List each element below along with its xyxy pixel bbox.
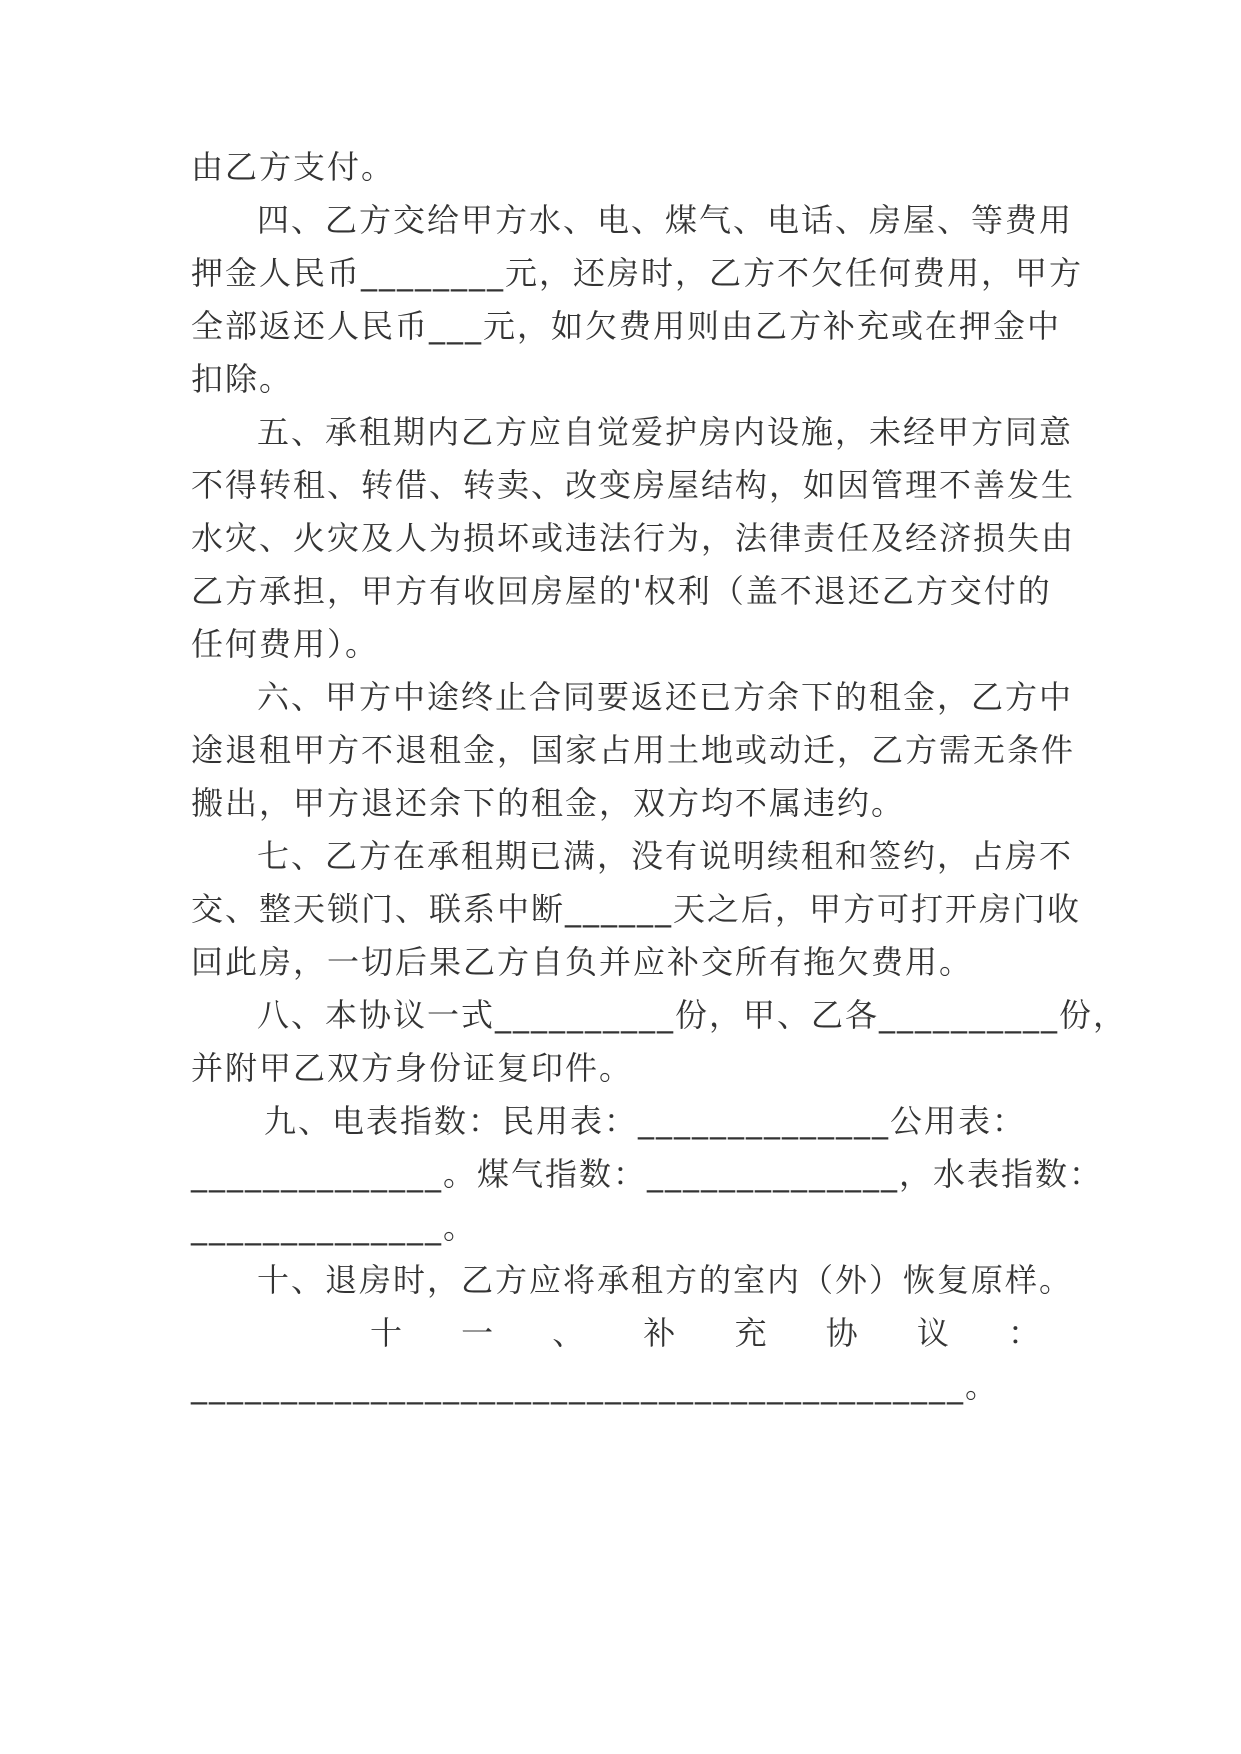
clause-11-char: 一 bbox=[461, 1314, 494, 1352]
clause-10-line-1: 十、退房时，乙方应将承租方的室内（外）恢复原样。 bbox=[257, 1261, 1074, 1299]
clause-8-line-2: 并附甲乙双方身份证复印件。 bbox=[191, 1049, 634, 1087]
clause-11-blank: ___________________________________________。 bbox=[191, 1367, 1000, 1405]
clause-6-line-2: 途退租甲方不退租金，国家占用土地或动迁，乙方需无条件 bbox=[191, 731, 1076, 769]
clause-6-line-3: 搬出，甲方退还余下的租金，双方均不属违约。 bbox=[191, 784, 906, 822]
clause-5-line-3: 水灾、火灾及人为损坏或违法行为，法律责任及经济损失由 bbox=[191, 519, 1076, 557]
paragraph-3-tail: 由乙方支付。 bbox=[191, 148, 396, 186]
clause-11-char: 补 bbox=[643, 1314, 676, 1352]
clause-11-char: 议 bbox=[916, 1314, 949, 1352]
clause-7-line-3: 回此房，一切后果乙方自负并应补交所有拖欠费用。 bbox=[191, 943, 974, 981]
clause-9-line-1: 九、电表指数：民用表：______________公用表： bbox=[264, 1102, 1027, 1140]
clause-11-char: 协 bbox=[825, 1314, 858, 1352]
clause-11-heading bbox=[370, 1313, 1040, 1353]
clause-8-line-1: 八、本协议一式__________份，甲、乙各__________份， bbox=[257, 996, 1128, 1034]
clause-9-line-2: ______________。煤气指数：______________，水表指数： bbox=[191, 1155, 1104, 1193]
clause-11-char: 充 bbox=[734, 1314, 767, 1352]
clause-4-line-2: 押金人民币________元，还房时，乙方不欠任何费用，甲方 bbox=[191, 254, 1084, 292]
clause-4-line-1: 四、乙方交给甲方水、电、煤气、电话、房屋、等费用 bbox=[257, 201, 1074, 239]
clause-11-char: 、 bbox=[552, 1314, 585, 1352]
clause-5-line-4: 乙方承担，甲方有收回房屋的'权利（盖不退还乙方交付的 bbox=[191, 572, 1052, 610]
clause-5-line-1: 五、承租期内乙方应自觉爱护房内设施，未经甲方同意 bbox=[257, 413, 1074, 451]
clause-6-line-1: 六、甲方中途终止合同要返还已方余下的租金，乙方中 bbox=[257, 678, 1074, 716]
clause-4-line-4: 扣除。 bbox=[191, 360, 294, 398]
clause-9-line-3: ______________。 bbox=[191, 1208, 478, 1246]
clause-5-line-2: 不得转租、转借、转卖、改变房屋结构，如因管理不善发生 bbox=[191, 466, 1076, 504]
clause-4-line-3: 全部返还人民币___元，如欠费用则由乙方补充或在押金中 bbox=[191, 307, 1062, 345]
clause-11-char: 十 bbox=[370, 1314, 403, 1352]
clause-7-line-2: 交、整天锁门、联系中断______天之后，甲方可打开房门收 bbox=[191, 890, 1082, 928]
clause-5-line-5: 任何费用）。 bbox=[191, 625, 380, 663]
clause-11-char: ： bbox=[1007, 1314, 1040, 1352]
clause-7-line-1: 七、乙方在承租期已满，没有说明续租和签约，占房不 bbox=[257, 837, 1074, 875]
